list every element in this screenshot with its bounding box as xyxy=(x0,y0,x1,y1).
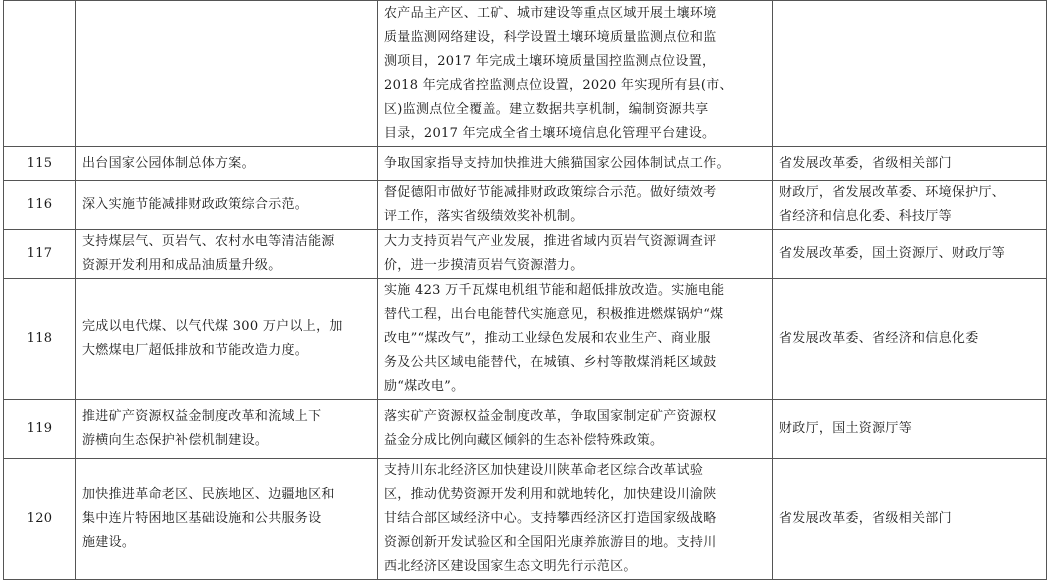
measure-cell xyxy=(378,1,773,147)
department-cell-line: 省经济和信息化委、科技厅等 xyxy=(779,209,952,224)
row-number: 115 xyxy=(4,147,76,181)
measure-cell-line: 价，进一步摸清页岩气资源潜力。 xyxy=(384,258,584,273)
measure-cell-line: 大力支持页岩气产业发展，推进省域内页岩气资源调查评 xyxy=(384,234,717,249)
measure-cell-line: 目录，2017 年完成全省土壤环境信息化管理平台建设。 xyxy=(384,125,716,141)
task-cell-line: 深入实施节能减排财政政策综合示范。 xyxy=(82,197,309,212)
measure-cell xyxy=(378,147,773,181)
table-row xyxy=(4,181,1047,230)
measure-cell-line: 落实矿产资源权益金制度改革，争取国家制定矿产资源权 xyxy=(384,409,717,424)
task-cell xyxy=(76,181,378,230)
measure-cell-line: 争取国家指导支持加快推进大熊猫国家公园体制试点工作。 xyxy=(384,155,730,171)
task-cell xyxy=(76,459,378,580)
department-cell xyxy=(773,147,1047,181)
row-number xyxy=(4,1,76,147)
task-cell xyxy=(76,147,378,181)
task-cell-line: 出台国家公园体制总体方案。 xyxy=(82,155,255,171)
task-cell-line: 加快推进革命老区、民族地区、边疆地区和 xyxy=(82,487,335,502)
measure-cell-line: 益金分成比例向藏区倾斜的生态补偿特殊政策。 xyxy=(384,433,664,448)
row-number: 117 xyxy=(4,230,76,279)
measure-cell-line: 质量监测网络建设，科学设置土壤环境质量监测点位和监 xyxy=(384,29,717,45)
measure-cell-line: 评工作，落实省级绩效奖补机制。 xyxy=(384,209,584,224)
measure-cell-line: 资源创新开发试验区和全国阳光康养旅游目的地。支持川 xyxy=(384,535,717,550)
measure-cell-line: 甘结合部区域经济中心。支持攀西经济区打造国家级战略 xyxy=(384,511,717,526)
table-row xyxy=(4,279,1047,400)
table-row xyxy=(4,147,1047,181)
task-cell-line: 推进矿产资源权益金制度改革和流域上下 xyxy=(82,409,322,424)
task-cell-line: 完成以电代煤、以气代煤 300 万户以上，加 xyxy=(82,319,343,334)
measure-cell-line: 区，推动优势资源开发利用和就地转化，加快建设川渝陕 xyxy=(384,487,717,502)
department-cell-line: 省发展改革委，省级相关部门 xyxy=(779,511,952,526)
measure-cell-line: 西北经济区建设国家生态文明先行示范区。 xyxy=(384,559,637,574)
measure-cell-line: 替代工程，出台电能替代实施意见，积极推进燃煤锅炉“煤 xyxy=(384,307,724,322)
table-row xyxy=(4,459,1047,580)
measure-cell-line: 区)监测点位全覆盖。建立数据共享机制，编制资源共享 xyxy=(384,101,709,117)
row-number: 116 xyxy=(4,181,76,230)
measure-cell xyxy=(378,279,773,400)
department-cell xyxy=(773,230,1047,279)
measure-cell xyxy=(378,230,773,279)
task-cell xyxy=(76,1,378,147)
department-cell xyxy=(773,400,1047,459)
measure-cell-line: 改电”“煤改气”，推动工业绿色发展和农业生产、商业服 xyxy=(384,331,711,346)
department-cell-line: 财政厅，省发展改革委、环境保护厅、 xyxy=(779,185,1006,200)
department-cell-line: 省发展改革委、省经济和信息化委 xyxy=(779,331,979,346)
measure-cell-line: 农产品主产区、工矿、城市建设等重点区域开展土壤环境 xyxy=(384,5,717,21)
policy-table xyxy=(3,0,1047,580)
measure-cell-line: 督促德阳市做好节能减排财政政策综合示范。做好绩效考 xyxy=(384,185,717,200)
department-cell xyxy=(773,459,1047,580)
department-cell xyxy=(773,1,1047,147)
task-cell xyxy=(76,400,378,459)
table-row xyxy=(4,230,1047,279)
measure-cell-line: 务及公共区域电能替代，在城镇、乡村等散煤消耗区域鼓 xyxy=(384,355,717,370)
task-cell xyxy=(76,279,378,400)
task-cell-line: 资源开发利用和成品油质量升级。 xyxy=(82,258,282,273)
task-cell-line: 集中连片特困地区基础设施和公共服务设 xyxy=(82,511,322,526)
measure-cell-line: 实施 423 万千瓦煤电机组节能和超低排放改造。实施电能 xyxy=(384,283,725,298)
table-row xyxy=(4,400,1047,459)
row-number: 118 xyxy=(4,279,76,400)
department-cell xyxy=(773,279,1047,400)
task-cell-line: 大燃煤电厂超低排放和节能改造力度。 xyxy=(82,343,309,358)
task-cell-line: 施建设。 xyxy=(82,535,136,550)
measure-cell xyxy=(378,400,773,459)
task-cell-line: 支持煤层气、页岩气、农村水电等清洁能源 xyxy=(82,234,335,249)
department-cell-line: 省发展改革委，省级相关部门 xyxy=(779,155,952,171)
measure-cell-line: 励“煤改电”。 xyxy=(384,379,465,394)
row-number: 120 xyxy=(4,459,76,580)
department-cell-line: 财政厅，国土资源厅等 xyxy=(779,421,913,436)
measure-cell-line: 2018 年完成省控监测点位设置，2020 年实现所有县(市、 xyxy=(384,77,733,93)
task-cell-line: 游横向生态保护补偿机制建设。 xyxy=(82,433,269,448)
measure-cell xyxy=(378,181,773,230)
measure-cell-line: 支持川东北经济区加快建设川陕革命老区综合改革试验 xyxy=(384,463,704,478)
department-cell-line: 省发展改革委，国土资源厅、财政厅等 xyxy=(779,246,1006,261)
department-cell xyxy=(773,181,1047,230)
measure-cell xyxy=(378,459,773,580)
table-row xyxy=(4,1,1047,147)
measure-cell-line: 测项目，2017 年完成土壤环境质量国控监测点位设置， xyxy=(384,53,716,69)
row-number: 119 xyxy=(4,400,76,459)
task-cell xyxy=(76,230,378,279)
